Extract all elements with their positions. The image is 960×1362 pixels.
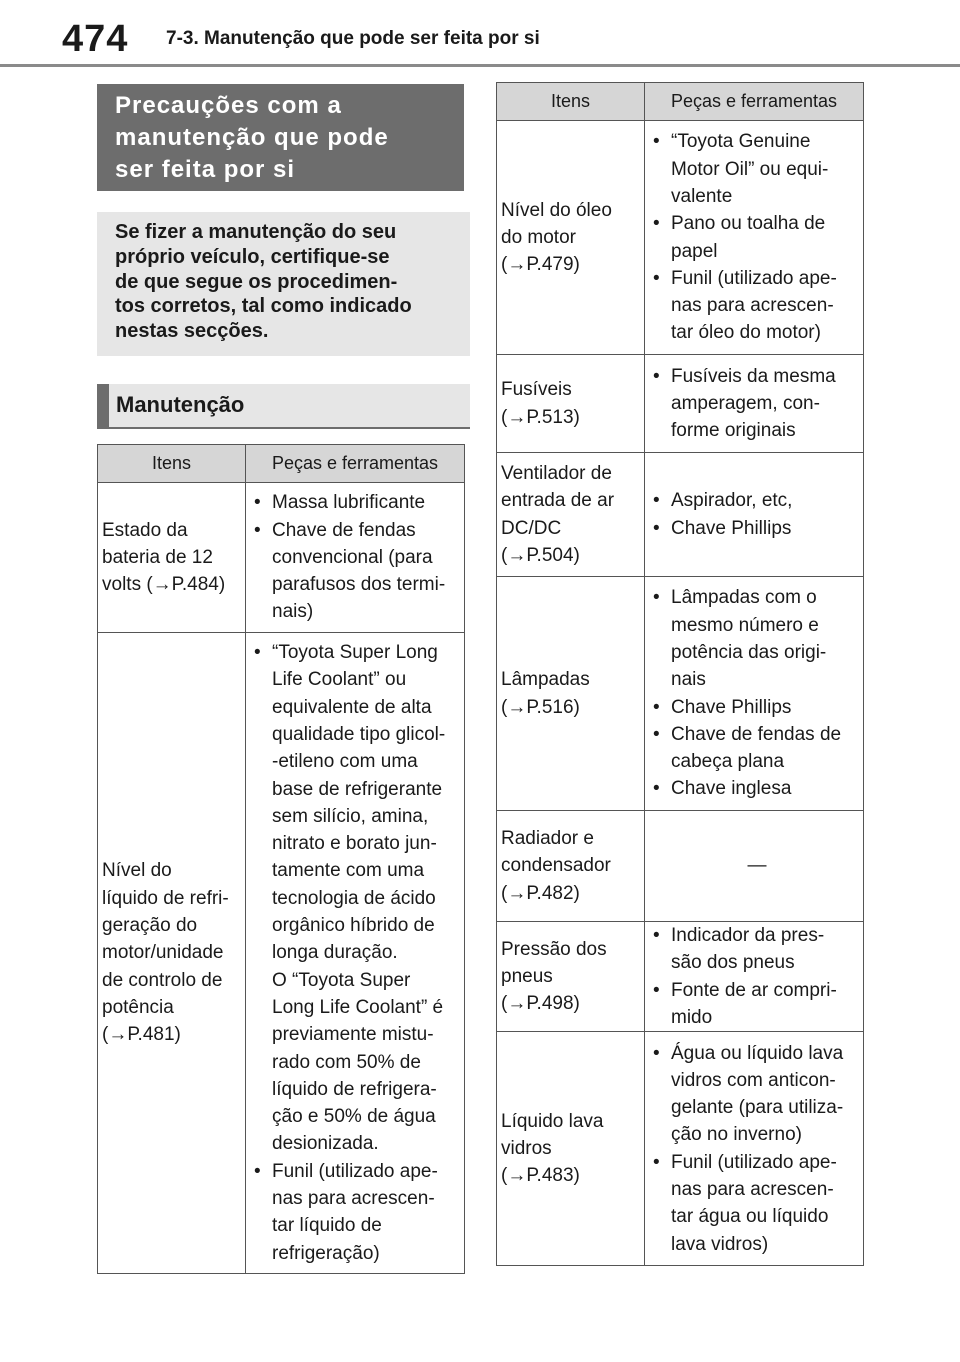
intro-note-line: tos corretos, tal como indicado: [115, 295, 412, 318]
tool-item-line: • Fusíveis da mesma: [671, 365, 836, 387]
tools-cell: [645, 355, 864, 453]
tool-item-line: ção e 50% de água: [272, 1106, 436, 1128]
precautions-title-box: [97, 84, 464, 191]
tool-item: [254, 639, 462, 1158]
maintenance-table-left: [97, 444, 465, 1274]
tool-item-line: • Indicador da pres-: [671, 925, 825, 946]
tool-item-line: líquido de refrigera-: [272, 1078, 437, 1100]
item-line: vidros: [501, 1138, 552, 1160]
tools-list: [653, 922, 861, 1031]
tools-list: [653, 128, 861, 346]
tool-item-line: • Funil (utilizado ape-: [272, 1160, 438, 1182]
tool-item: [653, 1149, 861, 1258]
tool-item-line: base de refrigerante: [272, 778, 443, 800]
tool-item-line: orgânico híbrido de: [272, 915, 435, 937]
maintenance-heading-text: Manutenção: [116, 392, 245, 417]
tool-item-line: nitrato e borato jun-: [272, 833, 437, 855]
item-line: (→P.498): [501, 993, 580, 1015]
tool-item-line: nais): [272, 601, 314, 623]
item-line: motor/unidade: [102, 942, 224, 964]
maintenance-heading: [97, 384, 470, 429]
item-line: do motor: [501, 226, 576, 248]
item-line: (→P.483): [501, 1165, 580, 1187]
tool-item-line: cabeça plana: [671, 751, 785, 773]
page-header: [0, 0, 960, 70]
tool-item-line: nas para acrescen-: [272, 1188, 435, 1210]
tool-item-line: Life Coolant” ou: [272, 669, 407, 691]
table-row: [98, 633, 465, 1274]
tool-item-line: -etileno com uma: [272, 751, 418, 773]
item-line: bateria de 12: [102, 546, 213, 568]
tool-item: [653, 210, 861, 265]
tool-item-line: Motor Oil” ou equi-: [671, 158, 829, 180]
precautions-title-line: Precauções com a: [115, 92, 342, 119]
tools-list: [653, 1040, 861, 1258]
tool-item-line: convencional (para: [272, 546, 433, 568]
tool-item-line: gelante (para utiliza-: [671, 1097, 844, 1119]
item-line: Nível do: [102, 860, 172, 882]
tool-item-line: sem silício, amina,: [272, 805, 429, 827]
tool-item-line: previamente mistu-: [272, 1024, 434, 1046]
item-line: (→P.516): [501, 696, 580, 718]
tool-item-line: nas para acrescen-: [671, 295, 834, 317]
table-row: [497, 355, 864, 453]
tool-item-line: • Funil (utilizado ape-: [671, 267, 837, 289]
tool-item-line: • Chave de fendas de: [671, 723, 842, 745]
tool-item-line: amperagem, con-: [671, 392, 820, 414]
tool-item-line: nas para acrescen-: [671, 1178, 834, 1200]
item-cell: [497, 922, 645, 1032]
precautions-title-line: ser feita por si: [115, 156, 296, 183]
tool-item-line: • Água ou líquido lava: [671, 1042, 844, 1064]
tool-item-line: equivalente de alta: [272, 696, 432, 718]
tool-item: [653, 128, 861, 210]
item-cell: [497, 453, 645, 577]
tool-item-line: • Fonte de ar compri-: [671, 979, 837, 1001]
tool-item-line: tar líquido de: [272, 1215, 382, 1237]
tool-item: [254, 517, 462, 626]
item-line: geração do: [102, 915, 198, 937]
no-tools-dash: —: [747, 855, 767, 877]
item-line: Radiador e: [501, 828, 594, 850]
item-line: potência: [102, 996, 174, 1018]
item-line: líquido de refri-: [102, 887, 229, 909]
table-row: [497, 453, 864, 577]
precautions-title-line: manutenção que pode: [115, 124, 389, 151]
tools-list: [254, 489, 462, 625]
tool-item-line: • Lâmpadas com o: [671, 587, 817, 609]
table-header-row: [497, 83, 864, 121]
item-cell: [497, 811, 645, 922]
table-row: [497, 577, 864, 811]
tools-cell: [246, 483, 465, 633]
item-cell: [98, 633, 246, 1274]
tool-item: [653, 694, 861, 721]
maintenance-table-right: [496, 82, 864, 1266]
tool-item-line: mesmo número e: [671, 614, 819, 636]
tool-item-line: parafusos dos termi-: [272, 574, 446, 596]
tool-item-line: tar água ou líquido: [671, 1206, 829, 1228]
tool-item-line: Long Life Coolant” é: [272, 996, 444, 1018]
table-row: [497, 811, 864, 922]
tool-item-line: lava vidros): [671, 1233, 769, 1255]
tool-item: [653, 977, 861, 1032]
column-header-items: Itens: [98, 445, 246, 483]
tool-item-line: vidros com anticon-: [671, 1069, 836, 1091]
intro-note-line: de que segue os procedimen-: [115, 270, 398, 293]
intro-note-line: nestas secções.: [115, 320, 269, 343]
table-row: [497, 1032, 864, 1266]
intro-note-box: [97, 212, 470, 356]
item-line: (→P.513): [501, 406, 580, 428]
item-line: (→P.504): [501, 544, 580, 566]
tool-item: [653, 487, 861, 514]
item-line: Nível do óleo: [501, 199, 612, 221]
item-cell: [497, 355, 645, 453]
tool-item-line: longa duração.: [272, 942, 398, 964]
item-line: Lâmpadas: [501, 669, 590, 691]
header-divider: [0, 64, 960, 67]
tool-item-line: mido: [671, 1006, 713, 1028]
tool-item-line: • Pano ou toalha de: [671, 213, 826, 235]
item-line: Ventilador de: [501, 462, 612, 484]
tools-cell: [246, 633, 465, 1274]
tool-item-line: • “Toyota Super Long: [272, 642, 438, 664]
item-line: (→P.481): [102, 1024, 181, 1046]
tool-item: [653, 721, 861, 776]
tools-list: [653, 584, 861, 802]
tool-item: [653, 265, 861, 347]
tool-item-line: valente: [671, 185, 733, 207]
item-line: (→P.479): [501, 254, 580, 276]
tool-item-line: • Aspirador, etc,: [671, 490, 793, 512]
table-header-row: [98, 445, 465, 483]
tool-item: [653, 1040, 861, 1149]
tools-cell: [645, 453, 864, 577]
item-line: (→P.482): [501, 882, 580, 904]
tools-cell: [645, 811, 864, 922]
item-cell: [497, 121, 645, 355]
column-header-tools: Peças e ferramentas: [246, 445, 465, 483]
item-line: Líquido lava: [501, 1110, 604, 1132]
column-header-tools: Peças e ferramentas: [645, 83, 864, 121]
column-header-items: Itens: [497, 83, 645, 121]
item-line: Estado da: [102, 519, 188, 541]
tool-item: [254, 489, 462, 516]
tool-item-line: são dos pneus: [671, 952, 795, 974]
tool-item: [653, 775, 861, 802]
tools-list: [653, 363, 861, 445]
item-line: pneus: [501, 965, 553, 987]
table-row: [497, 121, 864, 355]
tool-item-line: desionizada.: [272, 1133, 379, 1155]
tool-item-line: • Funil (utilizado ape-: [671, 1151, 837, 1173]
section-title: 7-3. Manutenção que pode ser feita por si: [166, 28, 540, 49]
item-line: DC/DC: [501, 517, 562, 539]
tools-cell: [645, 1032, 864, 1266]
tool-item-line: nais: [671, 669, 706, 691]
tool-item: [254, 1158, 462, 1267]
tools-cell: [645, 121, 864, 355]
intro-note-line: próprio veículo, certifique-se: [115, 245, 390, 268]
tool-item: [653, 363, 861, 445]
table-row: [497, 922, 864, 1032]
item-cell: [497, 577, 645, 811]
tool-item-line: rado com 50% de: [272, 1051, 421, 1073]
tool-item-line: refrigeração): [272, 1242, 380, 1264]
tool-item-line: papel: [671, 240, 718, 262]
tool-item-line: • Chave inglesa: [671, 778, 792, 800]
tool-item-line: qualidade tipo glicol-: [272, 723, 446, 745]
tool-item-line: tar óleo do motor): [671, 322, 821, 344]
tool-item-line: • Massa lubrificante: [272, 492, 426, 514]
item-line: volts (→P.484): [102, 574, 226, 596]
tool-item-line: tecnologia de ácido: [272, 887, 436, 909]
page-number: 474: [62, 18, 129, 60]
tool-item: [653, 922, 861, 977]
tool-item-line: ção no inverno): [671, 1124, 802, 1146]
tools-cell: [645, 577, 864, 811]
tool-item-line: • Chave Phillips: [671, 696, 792, 718]
tool-item: [653, 515, 861, 542]
intro-note-line: Se fizer a manutenção do seu: [115, 221, 397, 243]
item-line: entrada de ar: [501, 490, 615, 512]
tools-list: [653, 487, 861, 542]
tool-item-line: O “Toyota Super: [272, 969, 411, 991]
item-cell: [497, 1032, 645, 1266]
table-row: [98, 483, 465, 633]
item-line: Pressão dos: [501, 938, 607, 960]
tool-item: [653, 584, 861, 693]
tool-item-line: tamente com uma: [272, 860, 425, 882]
item-line: condensador: [501, 855, 611, 877]
tools-list: [254, 639, 462, 1267]
tool-item-line: • “Toyota Genuine: [671, 131, 811, 153]
tool-item-line: forme originais: [671, 420, 796, 442]
tool-item-line: • Chave de fendas: [272, 519, 416, 541]
tool-item-line: potência das origi-: [671, 641, 827, 663]
tools-cell: [645, 922, 864, 1032]
item-cell: [98, 483, 246, 633]
tool-item-line: • Chave Phillips: [671, 517, 792, 539]
item-line: de controlo de: [102, 969, 223, 991]
item-line: Fusíveis: [501, 379, 572, 401]
